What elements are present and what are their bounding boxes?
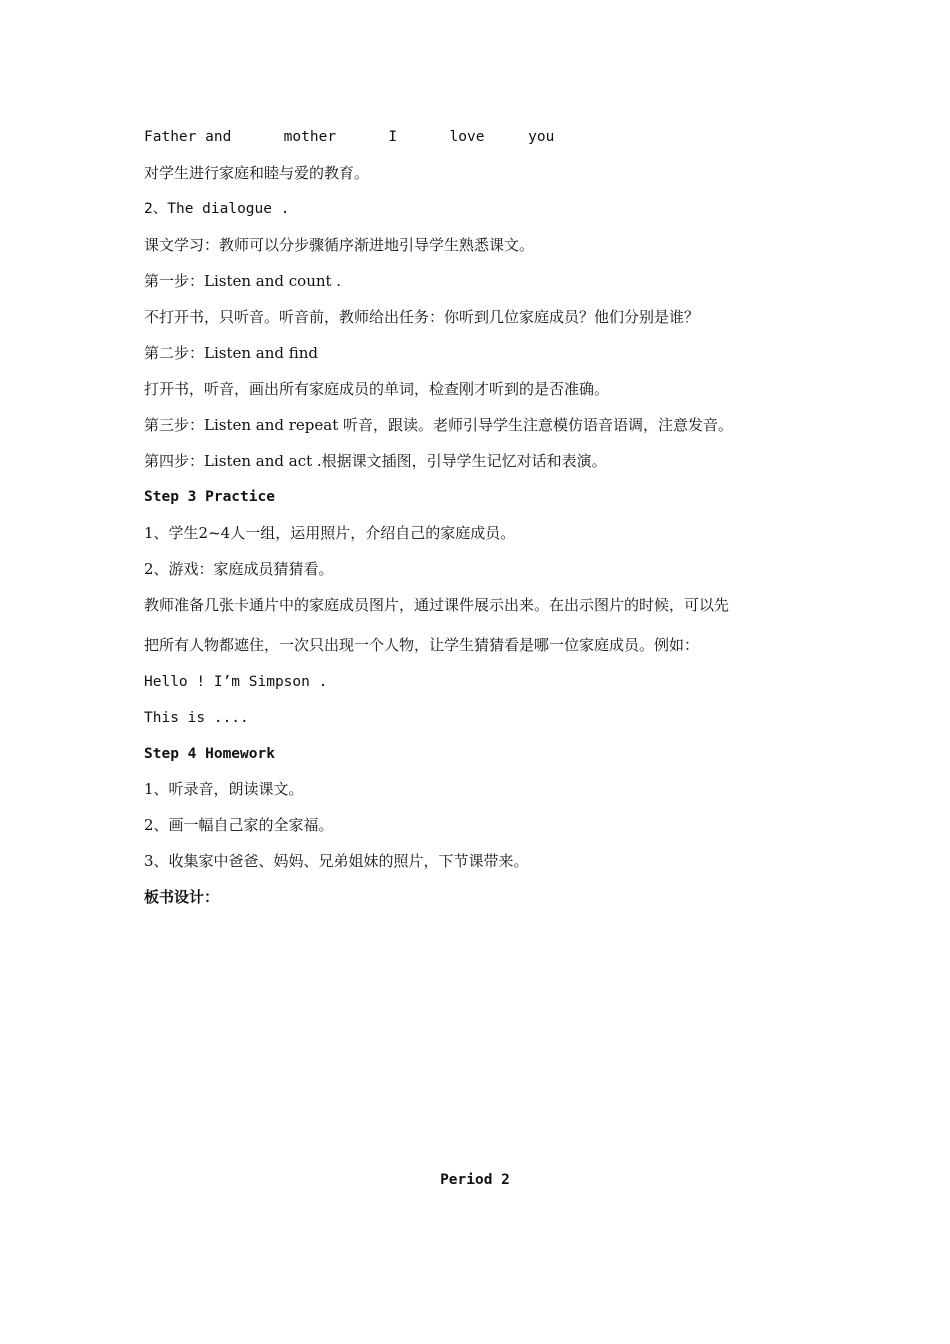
step-three-line: 第三步：Listen and repeat 听音，跟读。老师引导学生注意模仿语音语调，注意发音。 [144,416,734,434]
step-four-line: 第四步：Listen and act .根据课文插图，引导学生记忆对话和表演。 [144,452,607,470]
example-line-2: This is .... [144,710,249,726]
practice-heading: Step 3 Practice [144,489,275,505]
step-one-description: 不打开书，只听音。听音前，教师给出任务：你听到几位家庭成员？他们分别是谁？ [144,308,700,326]
song-lyric-line: Father and mother I love you [144,129,555,145]
practice-item-1: 1、学生2~4人一组，运用照片，介绍自己的家庭成员。 [144,524,516,542]
homework-item-3: 3、收集家中爸爸、妈妈、兄弟姐妹的照片，下节课带来。 [144,852,529,870]
education-note: 对学生进行家庭和睦与爱的教育。 [144,164,370,182]
board-design-heading: 板书设计： [144,888,220,906]
step-two-heading: 第二步：Listen and find [144,344,319,362]
game-description-1: 教师准备几张卡通片中的家庭成员图片，通过课件展示出来。在出示图片的时候，可以先 [144,596,730,614]
homework-item-1: 1、听录音，朗读课文。 [144,780,304,798]
homework-heading: Step 4 Homework [144,746,275,762]
example-line-1: Hello ! I’m Simpson . [144,674,328,690]
step-two-description: 打开书，听音，画出所有家庭成员的单词，检查刚才听到的是否准确。 [144,380,610,398]
practice-item-2: 2、游戏：家庭成员猜猜看。 [144,560,334,578]
text-study-intro: 课文学习：教师可以分步骤循序渐进地引导学生熟悉课文。 [144,236,535,254]
dialogue-heading: 2、The dialogue . [144,201,290,217]
homework-item-2: 2、画一幅自己家的全家福。 [144,816,334,834]
game-description-2: 把所有人物都遮住，一次只出现一个人物，让学生猜猜看是哪一位家庭成员。例如： [144,636,700,654]
period-title: Period 2 [440,1172,510,1188]
step-one-heading: 第一步：Listen and count . [144,272,342,290]
